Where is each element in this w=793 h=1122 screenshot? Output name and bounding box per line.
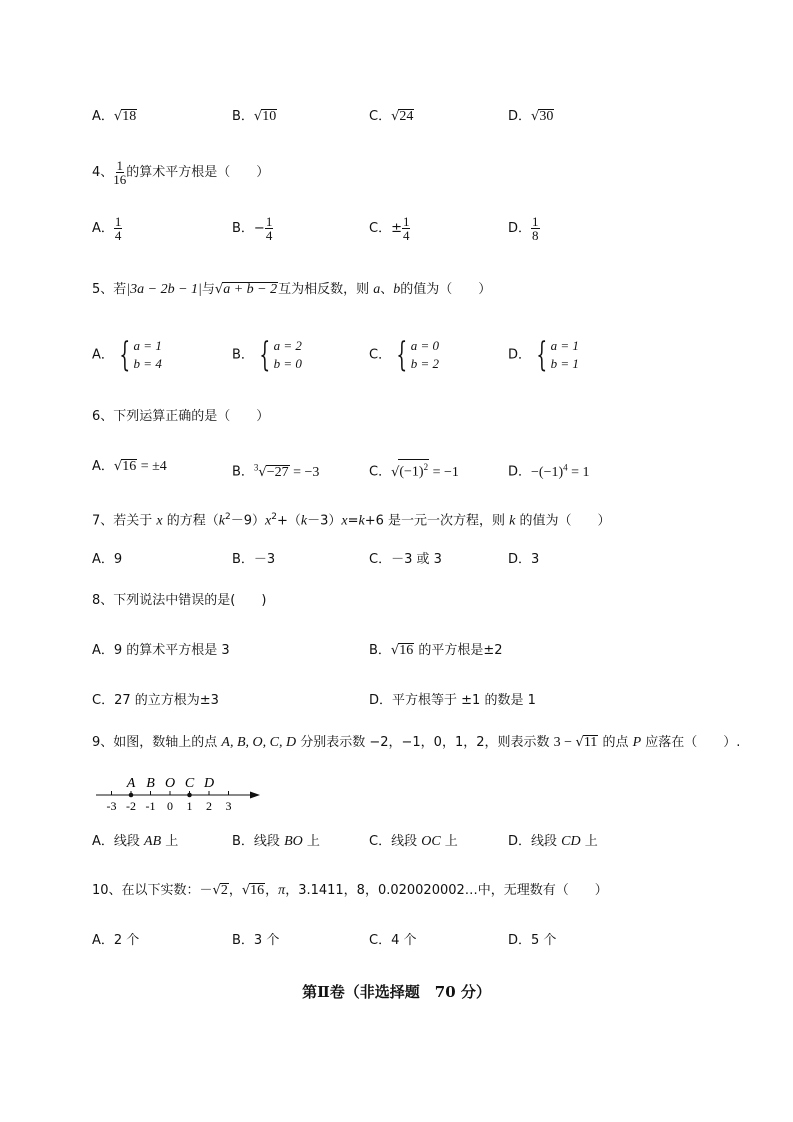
- axis-arrow: [250, 792, 260, 799]
- q8-option-a: A．9 的算术平方根是 3: [92, 643, 230, 658]
- q8-option-b: B．√16 的平方根是±2: [369, 643, 503, 658]
- q4-option-a: A． $\frac{1}{4}$: [92, 214, 122, 243]
- number-line: [92, 772, 272, 822]
- q5-option-b: B． { a = 2 b = 0: [232, 335, 302, 375]
- axis-tick-label: -1: [145, 799, 156, 813]
- q7-option-b: B．－3: [232, 552, 276, 567]
- q10-option-c: C．4 个: [369, 933, 417, 948]
- q6-option-d: D．$-(-1)^4 = 1$: [508, 462, 590, 480]
- axis-tick-label: 3: [225, 799, 232, 813]
- axis-tick-label: 1: [186, 799, 193, 813]
- q6-option-c: C．$√(-1)^2 = -1$: [369, 459, 459, 481]
- q3-options: [0, 109, 793, 129]
- q4-option-c: C．± $\frac{1}{4}$: [369, 214, 410, 243]
- q10-option-a: A．2 个: [92, 933, 140, 948]
- q9-option-b: B．线段 BO 上: [232, 834, 320, 849]
- q3-option-d: D．√30: [508, 109, 554, 124]
- q5-option-d: D． { a = 1 b = 1: [508, 335, 579, 375]
- q3-option-b: B．√10: [232, 109, 277, 124]
- axis-tick-label: -3: [106, 799, 117, 813]
- q5-option-a: A． { a = 1 b = 4: [92, 335, 162, 375]
- axis-tick-label: 2: [206, 799, 212, 813]
- axis-point-label: B: [146, 776, 155, 791]
- q3-option-c: C．√24: [369, 109, 414, 124]
- q4-option-d: D． $\frac{1}{8}$: [508, 214, 539, 243]
- axis-point-label: A: [126, 776, 136, 791]
- q5-option-c: C． { a = 0 b = 2: [369, 335, 439, 375]
- q9-option-d: D．线段 CD 上: [508, 834, 598, 849]
- q8-stem: 8、下列说法中错误的是( ): [92, 593, 267, 608]
- q4-option-b: B．− $\frac{1}{4}$: [232, 214, 273, 243]
- q9-stem: 9、如图，数轴上的点 A, B, O, C, D 分别表示数 −2，−1，0，1，2，则表示数 3 − √11 的点 P 应落在（ ）.: [92, 735, 741, 750]
- axis-point-label: C: [184, 776, 195, 791]
- q9-option-a: A．线段 AB 上: [92, 834, 179, 849]
- q8-option-d: D．平方根等于 ±1 的数是 1: [369, 693, 536, 708]
- axis-point-dot: [187, 793, 192, 798]
- q7-option-c: C．－3 或 3: [369, 552, 442, 567]
- q4-stem: 4、 $\frac{1}{16}$ 的算术平方根是（ ）: [92, 158, 270, 187]
- q7-option-d: D．3: [508, 552, 540, 567]
- q10-option-b: B．3 个: [232, 933, 280, 948]
- axis-point-dot: [129, 793, 134, 798]
- q5-stem: 5、若|3a − 2b − 1|与√a + b − 2互为相反数，则 a、b的值为（ ）: [92, 282, 492, 297]
- q6-stem: 6、下列运算正确的是（ ）: [92, 409, 270, 424]
- axis-point-label: O: [164, 776, 176, 791]
- q8-option-c: C．27 的立方根为±3: [92, 693, 219, 708]
- q9-option-c: C．线段 OC 上: [369, 834, 458, 849]
- q3-option-a: A．√18: [92, 109, 137, 124]
- q7-stem: 7、若关于 x 的方程$(k^2-9)x^2+(k-3)x=k+6$ 是一元一次方程，则 k 的值为（ ）: [92, 512, 611, 529]
- q10-option-d: D．5 个: [508, 933, 557, 948]
- axis-tick-label: -2: [126, 799, 136, 813]
- q6-option-a: A．√16 = ±4: [92, 459, 167, 474]
- q10-stem: 10、在以下实数：－√2，√16，π，3.1411，8，0.020020002…中，无理数有（ ）: [92, 883, 608, 898]
- q7-option-a: A．9: [92, 552, 123, 567]
- section-title: 第Ⅱ卷（非选择题 70 分）: [302, 983, 491, 1001]
- axis-point-label: D: [203, 776, 215, 791]
- q6-option-b: B．$^3$√−27 = −3: [232, 462, 320, 480]
- axis-tick-label: 0: [167, 799, 173, 813]
